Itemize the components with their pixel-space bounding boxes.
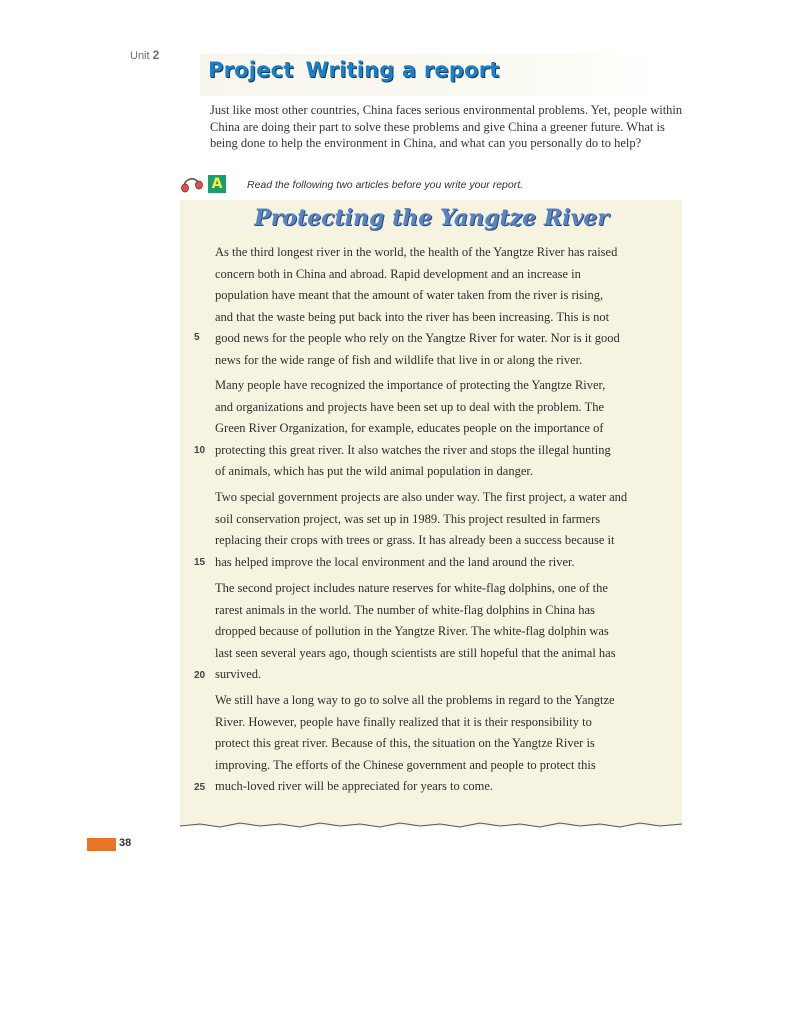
article-title: Protecting the Yangtze River — [254, 205, 609, 231]
text-line: survived. — [215, 667, 262, 682]
text-line: River. However, people have finally realized that it is their responsibility to — [215, 714, 592, 729]
text-line: rarest animals in the world. The number of white-flag dolphins in China has — [215, 602, 595, 617]
text-line: Two special government projects are also under way. The first project, a water and — [215, 490, 628, 504]
text-line: has helped improve the local environment and the land around the river. — [215, 554, 575, 569]
line-number: 5 — [194, 332, 200, 343]
text-line: As the third longest river in the world, the health of the Yangtze River has raised — [215, 245, 618, 259]
text-line: and organizations and projects have been set up to deal with the problem. The — [215, 399, 605, 414]
text-line: replacing their crops with trees or grass. It has already been a success because it — [215, 533, 615, 548]
text-line: dropped because of pollution in the Yangtze River. The white-flag dolphin was — [215, 624, 609, 639]
title-project: Project — [208, 58, 294, 82]
text-line: good news for the people who rely on the Yangtze River for water. Nor is it good — [215, 331, 620, 346]
text-line: Many people have recognized the importance of protecting the Yangtze River, — [215, 378, 606, 392]
text-line: news for the wide range of fish and wildlife that live in or along the river. — [215, 352, 583, 367]
text-line: Green River Organization, for example, educates people on the importance of — [215, 421, 604, 436]
article-paragraph-2 — [215, 375, 675, 483]
line-number: 20 — [194, 670, 206, 681]
headphones-icon[interactable] — [180, 174, 206, 194]
text-line: of animals, which has put the wild animal population in danger. — [215, 464, 533, 479]
text-line: much-loved river will be appreciated for years to come. — [215, 779, 494, 794]
text-line: last seen several years ago, though scientists are still hopeful that the animal has — [215, 645, 616, 660]
text-line: The second project includes nature reserves for white-flag dolphins, one of the — [215, 581, 608, 595]
instruction-row — [180, 174, 680, 196]
text-line: protecting this great river. It also watches the river and stops the illegal hunting — [215, 442, 611, 457]
article-paragraph-1 — [215, 242, 675, 372]
page-number-tab — [87, 838, 116, 851]
text-line: We still have a long way to go to solve all the problems in regard to the Yangtze — [215, 693, 615, 707]
page-title — [208, 58, 512, 82]
text-line: improving. The efforts of the Chinese government and people to protect this — [215, 757, 596, 772]
section-a-badge: A — [208, 175, 226, 193]
text-line: soil conservation project, was set up in 1989. This project resulted in farmers — [215, 511, 601, 526]
text-line: population have meant that the amount of water taken from the river is rising, — [215, 288, 604, 303]
title-writing-report: Writing a report — [305, 58, 500, 82]
text-line: concern both in China and abroad. Rapid development and an increase in — [215, 266, 581, 281]
page-number: 38 — [119, 837, 132, 849]
line-number: 10 — [194, 445, 206, 456]
intro-paragraph: Just like most other countries, China faces serious environmental problems. Yet, people within China are doing their part to solve these problems and give China a greener future. What is being done to help the environment in China, and what can you personally do to help? — [210, 103, 683, 150]
text-line: and that the waste being put back into the river has been increasing. This is not — [215, 309, 610, 324]
unit-label: Unit 2 — [130, 48, 160, 62]
torn-edge — [180, 818, 682, 832]
text-line: protect this great river. Because of this, the situation on the Yangtze River is — [215, 736, 595, 751]
article-paragraph-3 — [215, 487, 675, 573]
article-paragraph-5 — [215, 690, 675, 798]
instruction-text: Read the following two articles before you write your report. — [247, 179, 524, 191]
line-number: 25 — [194, 782, 206, 793]
article-paragraph-4 — [215, 578, 675, 686]
line-number: 15 — [194, 557, 206, 568]
